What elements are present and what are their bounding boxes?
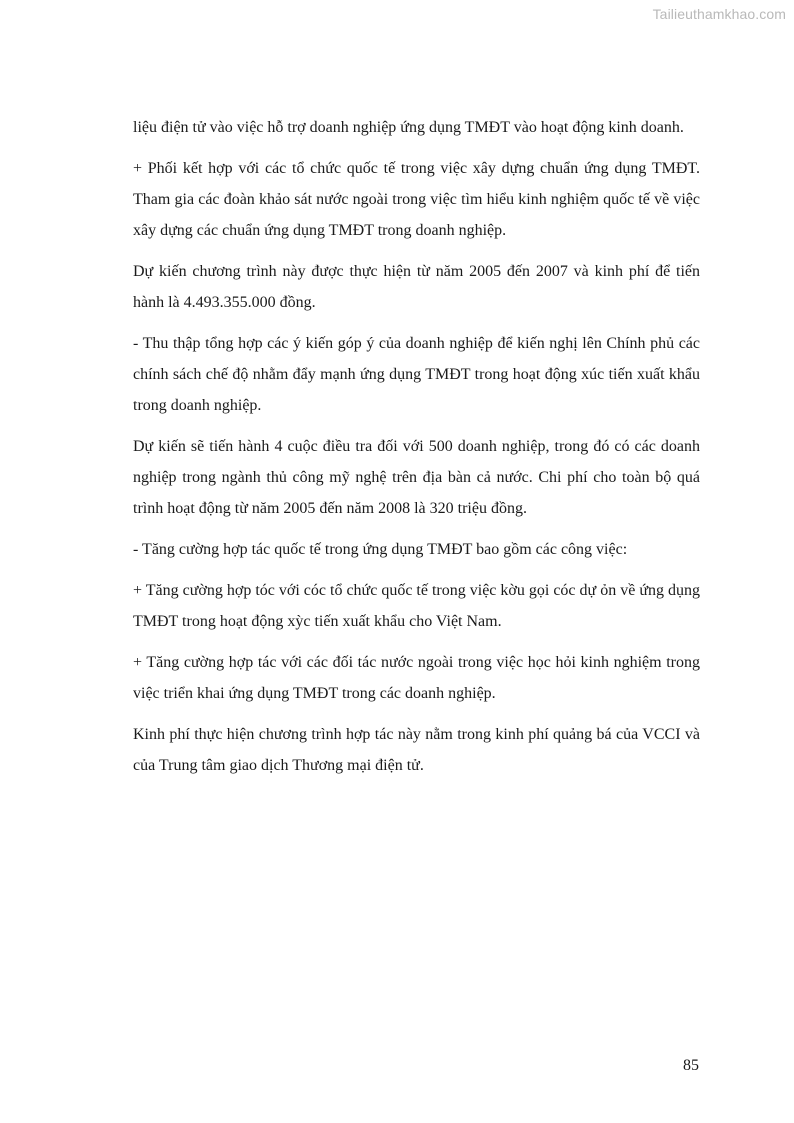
paragraph-7: + Tăng cường hợp tóc với cóc tổ chức quốc tế trong việc kờu gọi cóc dự ỏn về ứng dụng TMĐT trong hoạt động xỳc tiến xuất khẩu cho Việt Nam.: [133, 582, 700, 630]
paragraph-8: + Tăng cường hợp tác với các đối tác nước ngoài trong việc học hỏi kinh nghiệm trong việc triển khai ứng dụng TMĐT trong các doanh nghiệp.: [133, 654, 700, 702]
paragraph-1: liệu điện tử vào việc hỗ trợ doanh nghiệp ứng dụng TMĐT vào hoạt động kinh doanh.: [133, 119, 684, 136]
paragraph-6: - Tăng cường hợp tác quốc tế trong ứng dụng TMĐT bao gồm các công việc:: [133, 541, 628, 558]
paragraph-3: Dự kiến chương trình này được thực hiện từ năm 2005 đến 2007 và kinh phí để tiến hành là 4.493.355.000 đồng.: [133, 263, 700, 311]
paragraph-2: + Phối kết hợp với các tổ chức quốc tế trong việc xây dựng chuẩn ứng dụng TMĐT. Tham gia các đoàn khảo sát nước ngoài trong việc tìm hiểu kinh nghiệm quốc tế về việc xây dựng các chuẩn ứng dụng TMĐT trong doanh nghiệp.: [133, 160, 700, 239]
paragraph-5: Dự kiến sẽ tiến hành 4 cuộc điều tra đối với 500 doanh nghiệp, trong đó có các doanh nghiệp trong ngành thủ công mỹ nghệ trên địa bàn cả nước. Chi phí cho toàn bộ quá trình hoạt động từ năm 2005 đến năm 2008 là 320 triệu đồng.: [133, 438, 700, 517]
page-number: 85: [683, 1057, 699, 1074]
watermark-text: Tailieuthamkhao.com: [652, 6, 786, 22]
paragraph-9: Kinh phí thực hiện chương trình hợp tác này nằm trong kinh phí quảng bá của VCCI và của Trung tâm giao dịch Thương mại điện tử.: [133, 726, 700, 774]
paragraph-4: - Thu thập tổng hợp các ý kiến góp ý của doanh nghiệp để kiến nghị lên Chính phủ các chính sách chế độ nhằm đẩy mạnh ứng dụng TMĐT trong hoạt động xúc tiến xuất khẩu trong doanh nghiệp.: [133, 335, 700, 414]
document-body: [133, 112, 700, 791]
